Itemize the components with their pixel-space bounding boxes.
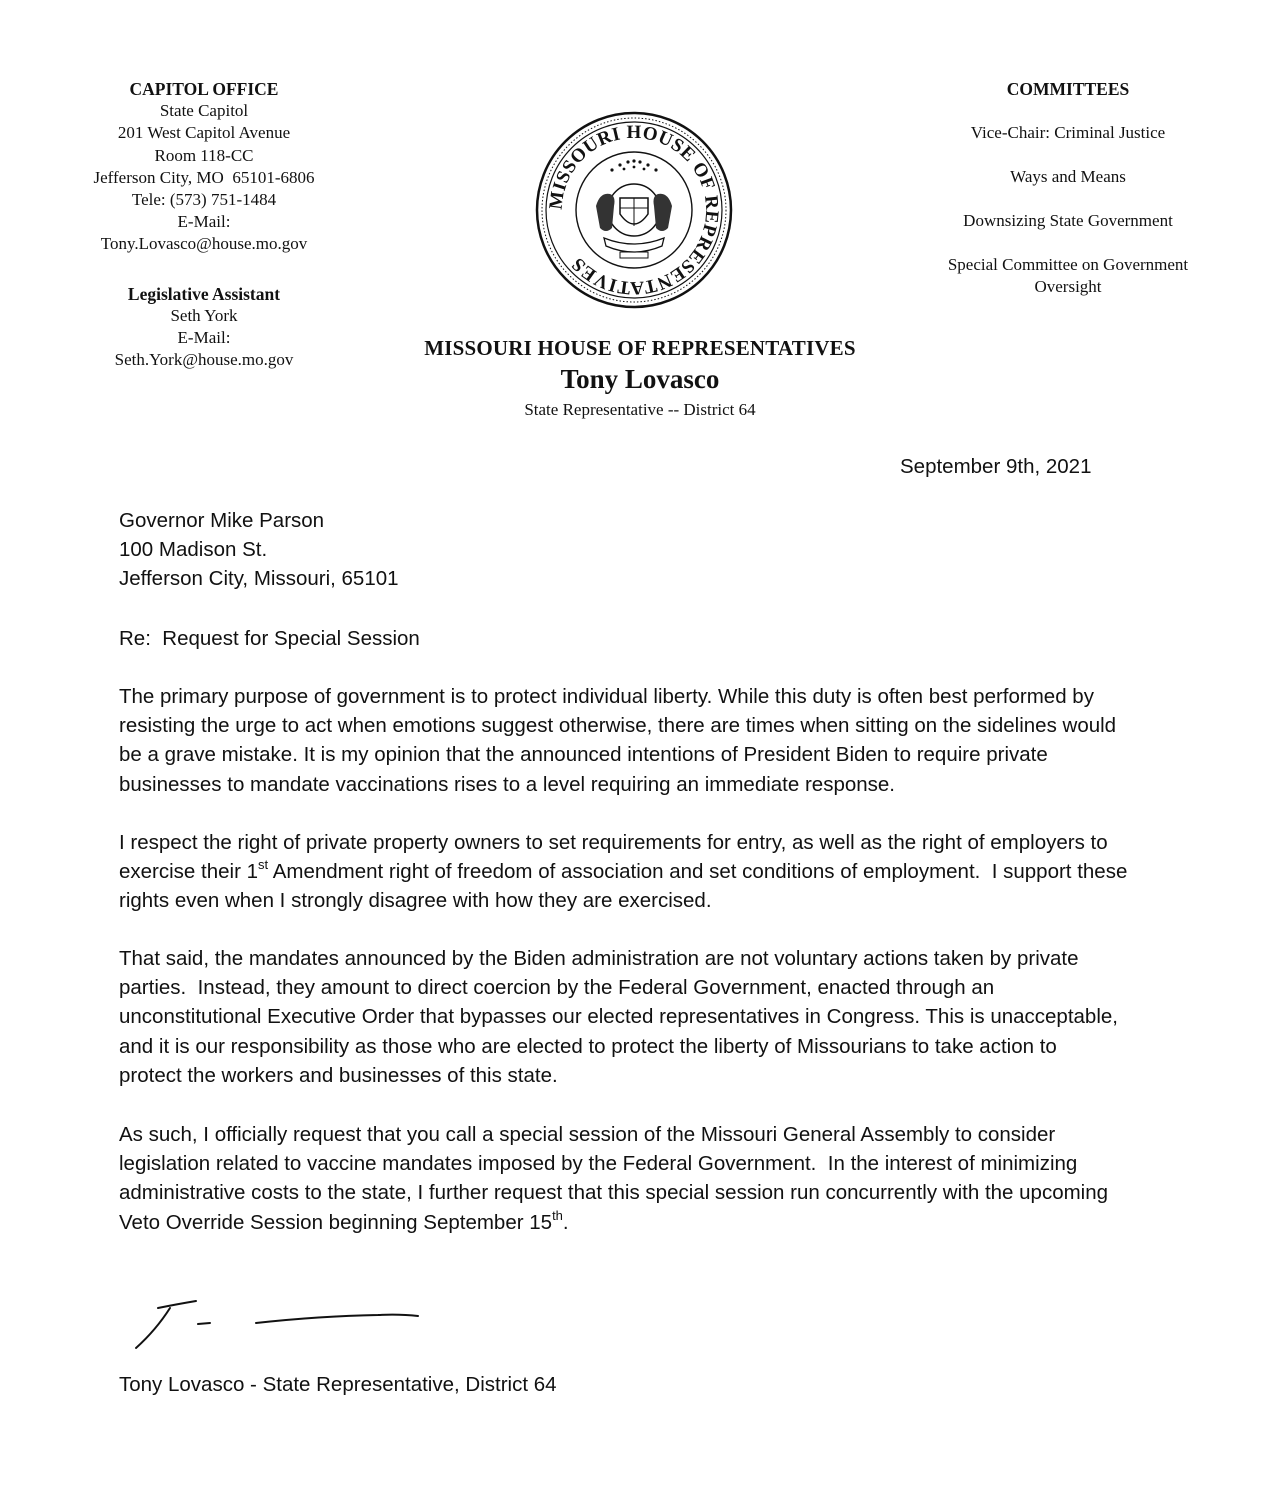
addressee-line: Governor Mike Parson xyxy=(119,509,325,532)
paragraph-3 xyxy=(119,944,1219,1090)
committees-heading: COMMITTEES xyxy=(1006,79,1130,99)
representative-title: State Representative -- District 64 xyxy=(524,400,756,419)
legislative-assistant-email: Seth.York@house.mo.gov xyxy=(114,350,294,370)
representative-name: Tony Lovasco xyxy=(560,364,720,394)
capitol-office-line: 201 West Capitol Avenue xyxy=(117,123,291,143)
paragraph-line: parties. Instead, they amount to direct coercion by the Federal Government, enacted through an xyxy=(119,976,995,1000)
addressee-block xyxy=(119,506,1219,594)
legislative-assistant-line: E-Mail: xyxy=(177,328,231,348)
capitol-office-line: Jefferson City, MO 65101-6806 xyxy=(93,167,315,187)
committees-block xyxy=(918,78,1218,320)
paragraph-text: . xyxy=(562,1210,569,1234)
seal-text: MISSOURI HOUSE OF REPRESENTATIVES xyxy=(545,121,723,299)
paragraph-line: legislation related to vaccine mandates imposed by the Federal Government. In the interest of minimizing xyxy=(119,1152,1078,1176)
committee-item: Vice-Chair: Criminal Justice xyxy=(970,123,1166,142)
addressee-line: Jefferson City, Missouri, 65101 xyxy=(119,567,399,591)
capitol-office-line: Room 118-CC xyxy=(154,145,254,165)
signer-line: Tony Lovasco - State Representative, District 64 xyxy=(119,1373,557,1396)
paragraph-line: unconstitutional Executive Order that bypasses our elected representatives in Congress. This is unacceptable, xyxy=(119,1005,1118,1029)
paragraph-4 xyxy=(119,1120,1219,1237)
ordinal-suffix: st xyxy=(258,857,269,873)
paragraph-line: rights even when I strongly disagree with how they are exercised. xyxy=(119,889,712,913)
letterhead-title xyxy=(340,334,940,422)
legislative-assistant-heading: Legislative Assistant xyxy=(127,283,281,304)
paragraph-line: I respect the right of private property owners to set requirements for entry, as well as the right of employers to xyxy=(119,831,1108,854)
paragraph-line: resisting the urge to act when emotions suggest otherwise, there are times when sitting on the sidelines would xyxy=(119,714,1117,738)
capitol-office-email: Tony.Lovasco@house.mo.gov xyxy=(100,234,308,254)
paragraph-2 xyxy=(119,828,1219,916)
capitol-office-heading: CAPITOL OFFICE xyxy=(129,79,279,99)
committee-item: Ways and Means xyxy=(1010,167,1126,186)
letter-date: September 9th, 2021 xyxy=(900,455,1092,478)
paragraph-line: and it is our responsibility as those who are elected to protect the liberty of Missourians to take action to xyxy=(119,1034,1057,1058)
capitol-office-line: E-Mail: xyxy=(177,212,231,232)
committee-item: Downsizing State Government xyxy=(963,211,1173,230)
paragraph-text: Veto Override Session beginning September 15 xyxy=(119,1210,553,1234)
capitol-office-line: State Capitol xyxy=(159,101,249,121)
organization-name: MISSOURI HOUSE OF REPRESENTATIVES xyxy=(424,336,856,360)
handwritten-signature xyxy=(120,1296,430,1356)
house-seal-icon xyxy=(534,110,734,310)
paragraph-line: administrative costs to the state, I further request that this special session run concurrently with the upcoming xyxy=(119,1181,1109,1205)
subject-line: Re: Request for Special Session xyxy=(119,627,420,650)
paragraph-line xyxy=(119,1208,1219,1237)
paragraph-line xyxy=(119,857,1219,886)
addressee-line: 100 Madison St. xyxy=(119,538,268,562)
capitol-office-block xyxy=(70,78,338,371)
paragraph-line: be a grave mistake. It is my opinion that the announced intentions of President Biden to require private xyxy=(119,743,1048,767)
paragraph-text: exercise their 1 xyxy=(119,860,259,884)
paragraph-line: businesses to mandate vaccinations rises to a level requiring an immediate response. xyxy=(119,772,895,796)
legislative-assistant-line: Seth York xyxy=(170,305,238,325)
paragraph-line: protect the workers and businesses of this state. xyxy=(119,1063,558,1087)
capitol-office-line: Tele: (573) 751-1484 xyxy=(131,190,277,210)
paragraph-line: That said, the mandates announced by the Biden administration are not voluntary actions taken by private xyxy=(119,947,1079,970)
paragraph-line: The primary purpose of government is to protect individual liberty. While this duty is often best performed by xyxy=(119,685,1094,708)
paragraph-text: Amendment right of freedom of association and set conditions of employment. I support these xyxy=(268,860,1128,884)
paragraph-line: As such, I officially request that you call a special session of the Missouri General Assembly to consider xyxy=(119,1123,1056,1146)
paragraph-1 xyxy=(119,682,1219,799)
ordinal-suffix: th xyxy=(552,1207,563,1223)
committee-item: Special Committee on Government Oversight xyxy=(947,255,1189,296)
